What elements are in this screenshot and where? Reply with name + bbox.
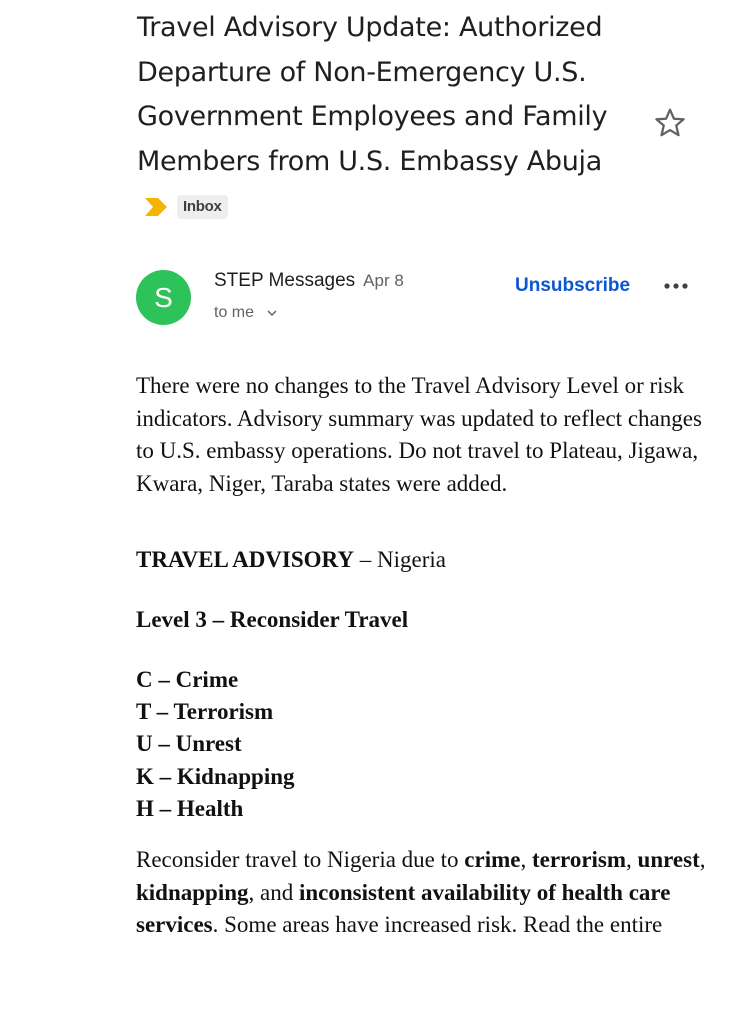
star-icon[interactable]	[653, 106, 687, 140]
important-marker-icon[interactable]	[145, 198, 167, 216]
summary-kidnapping: kidnapping	[136, 879, 249, 905]
risk-indicators	[136, 664, 716, 825]
summary-tail: . Some areas have increased risk. Read the entire	[212, 912, 663, 938]
summary-separator: ,	[699, 847, 706, 873]
email-date: Apr 8	[363, 271, 404, 290]
intro-paragraph: There were no changes to the Travel Advisory Level or risk indicators. Advisory summary was updated to reflect changes to U.S. embassy operations. Do not travel to Plateau, Jigawa, Kwara, Niger, Taraba states were added.	[136, 373, 702, 496]
unsubscribe-link[interactable]: Unsubscribe	[515, 275, 631, 296]
summary-separator: ,	[520, 847, 532, 873]
summary-unrest: unrest	[637, 847, 700, 873]
advisory-heading	[136, 544, 716, 576]
summary-health: inconsistent availability of health care services	[136, 879, 671, 938]
advisory-level-text: Level 3 – Reconsider Travel	[136, 607, 409, 632]
advisory-level	[136, 604, 716, 636]
summary-crime: crime	[464, 847, 521, 873]
chevron-down-icon	[266, 308, 278, 318]
risk-indicator: U – Unrest	[136, 731, 242, 757]
summary-terrorism: terrorism	[531, 847, 627, 873]
summary-separator: ,	[626, 847, 638, 873]
more-options-icon[interactable]	[663, 277, 689, 295]
advisory-dash: –	[353, 547, 377, 572]
email-body	[136, 370, 716, 942]
risk-indicator: K – Kidnapping	[136, 763, 295, 789]
summary-separator: , and	[248, 879, 299, 905]
summary-paragraph	[136, 844, 716, 942]
recipient-text: to me	[214, 304, 255, 321]
sender-info	[214, 270, 404, 292]
sender-avatar[interactable]: S	[136, 270, 191, 325]
inbox-label[interactable]: Inbox	[177, 195, 228, 219]
label-chip	[145, 195, 228, 219]
advisory-title: TRAVEL ADVISORY	[136, 547, 354, 572]
subject-text: Travel Advisory Update: Authorized Departure of Non-Emergency U.S. Government Employees and Family Members from U.S. Embassy Abuja	[137, 12, 608, 177]
sender-name[interactable]: STEP Messages	[214, 270, 356, 291]
recipient-toggle[interactable]	[214, 304, 278, 322]
email-subject	[137, 6, 637, 229]
risk-indicator: C – Crime	[136, 667, 239, 692]
risk-indicator: T – Terrorism	[136, 699, 274, 725]
risk-indicator: H – Health	[136, 795, 244, 821]
summary-lead: Reconsider travel to Nigeria due to	[136, 847, 465, 873]
advisory-country: Nigeria	[376, 547, 446, 572]
